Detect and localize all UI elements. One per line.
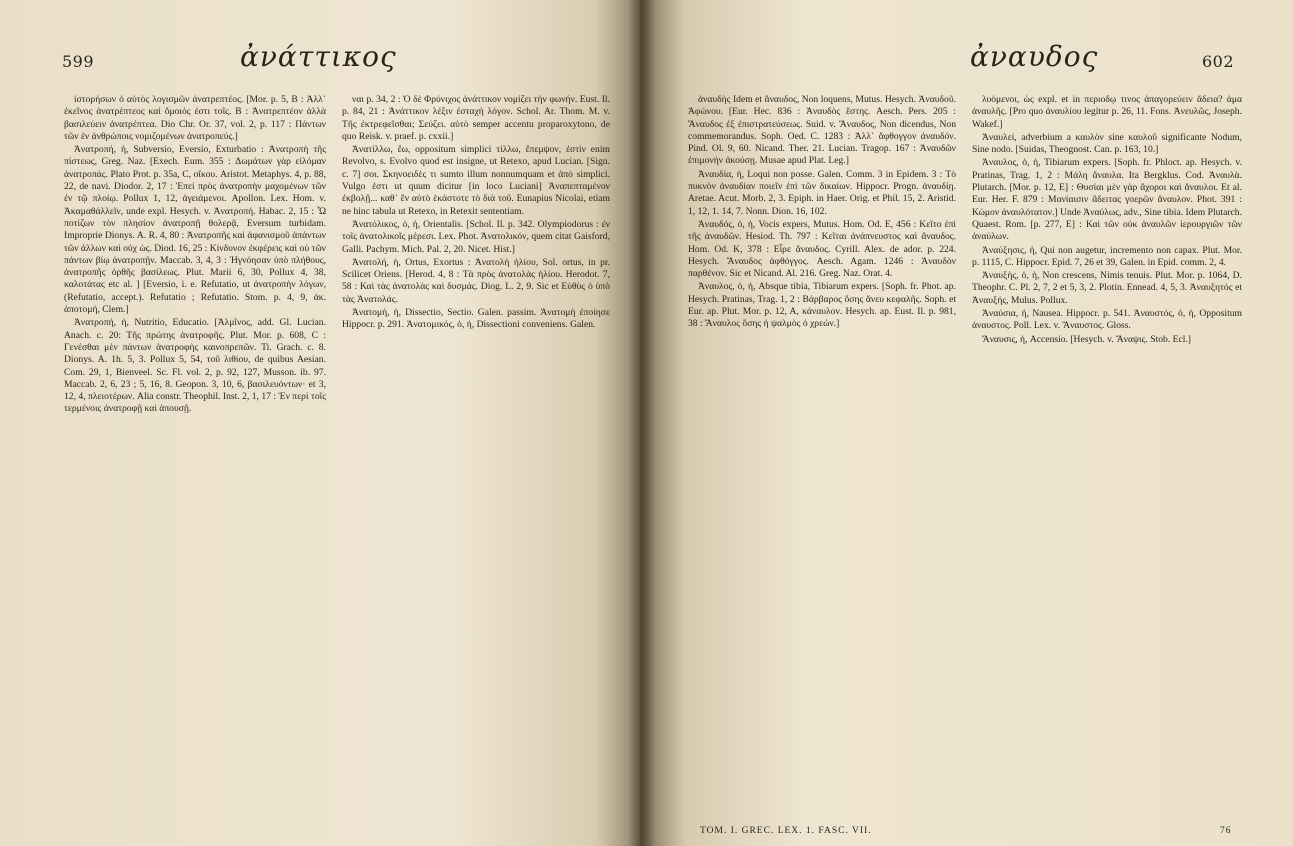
right-page-number: 602 <box>1202 52 1235 71</box>
left-column-1 <box>64 94 326 834</box>
entry-paragraph: ἀναυδὴς Idem et ἄναυδος, Non loquens, Mutus. Hesych. Ἀναυδοῦ. Ἀφώνου. [Eur. Hec. 836 : Ἀναυδὸς ἔστης. Aesch. Pers. 205 : Ἄναυδος ἐξ ἐπιστρατεύσεως. Suid. v. Ἄναυδος, Non dicendus, Non commemorandus. Soph. Oed. C. 1283 : Ἀλλ᾽ ἄφθογγον ἀναυδόν. Pind. Ol. 9, 60. Nicand. Ther. 21. Lucian. Tragop. 167 : Ἀναυδῶν ἐπιμονὴν ἀκούσῃ. Musae apud Plat. Leg.] <box>688 94 956 167</box>
right-headword: ἀναυδος <box>970 40 1099 73</box>
right-page-header <box>640 38 1293 78</box>
entry-paragraph: Ἀναυδός, ὁ, ἡ, Vocis expers, Mutus. Hom. Od. E, 456 : Κεῖτο ἐπὶ τῆς ἀναυδῶν. Hesiod. Th. 797 : Κεῖται ἀνάπνευστος καὶ ἄναυδος. Hom. Od. K, 378 : Εἶρε ἄναυδος. Cyrill. Alex. de ador. p. 224. Hesych. Ἄναυδος ἀφθόγγος. Aesch. Agam. 1246 : Ἀναυδὸν παρθένον. Sic et Nicand. Al. 216. Greg. Naz. Orat. 4. <box>688 218 956 280</box>
entry-paragraph: ναι p. 34, 2 : Ὁ δὲ Φρύνιχος ἀνάττικον νομίζει τὴν φωνήν. Eust. Il. p. 84, 21 : Ἀνάττικον λέξιν ἐσταχὴ λόγον. Schol. Ar. Thom. M. v. Τῆς ἐκτρεφεῖσθαι; Σεύζει. αὐτὸ semper accentu proparoxytono, de quo Reisk. v. praef. p. cxxii.] <box>342 94 610 142</box>
entry-paragraph: Ἀνατίλλω, ἔω, oppositum simplici τίλλω, ἔπεμψον, ἐστὶν enim Revolvo, s. Evolvo quod est insigne, ut Retexo, apud Lucian. [Sign. c. 7] σοι. Σκηνοειδὲς τι sumto illum nonnumquam et ἀπὸ simplici. Vulgo ἐστι ut quum dicitur [in loco Luciani] Ἀναπεπταμένον ἐκβολῇ... καθ᾽ ἓν αὐτὸ ἑκάστοτε τὸ διὰ τοῦ. Eunapius Nicolai, etiam ne hinc tabula ut Retexo, in Retexit sententiam. <box>342 144 610 217</box>
entry-paragraph: Ἀνατομή, ἡ, Dissectio, Sectio. Galen. passim. Ἀνατομὴ ἐποίησε Hippocr. p. 291. Ἀνατομικός, ὁ, ἡ, Dissectioni conveniens. Galen. <box>342 307 610 331</box>
right-page <box>640 0 1293 846</box>
entry-paragraph: Ἀναυδία, ἡ, Loqui non posse. Galen. Comm. 3 in Epidem. 3 : Τὸ πυκνὸν ἀναυδίαν ποιεῖν ἐπὶ τῶν δικαίων. Hippocr. Progn. ἀναυδίῃ. Aretae. Acut. Morb. 2, 3. Epiph. in Haer. Orig. et Phil. 15, 2. Aristid. 1, 12, 1. 14, 7. Nonn. Dion. 16, 102. <box>688 168 956 217</box>
entry-paragraph: Ἀνατόλικος, ὁ, ἡ, Orientalis. [Schol. Il. p. 342. Olympiodorus : ἐν τοῖς ἀνατολικοῖς μέρεσι. Lex. Phot. Ἀνατολικόν, quem citat Gaisford, Galli. Pachym. Mich. Pal. 2, 20. Nicet. Hist.] <box>342 218 610 255</box>
entry-paragraph: Ἄναυσις, ἡ, Accensio. [Hesych. v. Ἄναψις. Stob. Ecl.] <box>982 333 1191 345</box>
right-column-1 <box>688 94 956 834</box>
entry-paragraph: ἰστορήσων ὁ αὐτὸς λογισμῶν ἀνατρεπτέος. [Μοr. p. 5, B : Ἀλλ᾽ ἐκεῖνος ἀνατρέπτεος καὶ ὅμοιός ἐστι τοῖς. B : Ἀνατρεπτέον ἀλλὰ βασιλεύειν ἀνατρέπτεα. Dio Chr. Or. 37, vol. 2, p. 117 : Πάντων τῶν ἐν ἀνθρώποις νομιζομένων ἀνατροπεύς.] <box>64 94 326 142</box>
entry-paragraph: Ἀνατροπή, ἡ, Nutritio, Educatio. [Ἀλμῖνος, add. Gl. Lucian. Anach. c. 20: Τῆς πρώτης ἀνατροφῆς. Plut. Mor. p. 608, C : Γενέσθαι μὲν πάντων ἀνατροφὴς καινοπρεπῶν. Ti. Grach. c. 8. Dionys. A. 1h. 5, 3. Pollux 5, 54, τοῦ λιθίου, de quibus Aesian. Com. 29, 1, Bienveel. Sc. Fl. vol. 2, p. 92, 127, Musson. ib. 97. Maccab. 2, 6, 23 ; 5, 16, 8. Geopon. 3, 10, 6, βασιλευόντων· et 3, 12, 4, πλειοτέρων. Alia constr. Theophil. Inst. 2, 1, 17 : Ἐν περὶ τοῖς τερμένοις ἀνατροφῇ καὶ ἀπουσῇ. <box>64 317 326 415</box>
left-page-number: 599 <box>62 52 95 71</box>
entry-paragraph: Ἀναύξησις, ἡ, Qui non augetur, incremento non capax. Plut. Mor. p. 1115, C. Hippocr. Epid. 7, 26 et 39, Galen. in Epid. comm. 2, 4. <box>972 244 1242 268</box>
signature-mark: 76 <box>1220 826 1232 836</box>
signature-footer: TOM. I. GREC. LEX. 1. FASC. VII. <box>700 826 872 836</box>
right-column-2 <box>972 94 1242 834</box>
left-column-2 <box>342 94 610 834</box>
entry-paragraph: Ἀναυλος, ὁ, ἡ, Absque tibia, Tibiarum expers. [Soph. fr. Phot. ap. Hesych. Pratinas, Trag. 1, 2 : Βάρβαρος ὅσης ἄνευ κεφαλῆς. Soph. et Eur. ap. Plut. Mor. p. 12, A, κάναυλον. Hesych. ap. Eust. Il. p. 981, 38 : Ἄναυλος ὅσης ἡ ψαλμὸς ὁ χρεών.] <box>688 281 956 330</box>
entry-paragraph: Ἀναύσια, ἡ, Nausea. Hippocr. p. 541. Ἀναυστός, ὁ, ἡ, Oppositum ἀναυστος. Poll. Lex. v. Ἄναυστος. Gloss. <box>972 308 1242 332</box>
entry-paragraph: Ἀνατροπή, ἡ, Subversio, Eversio, Exturbatio : Ἀνατροπὴ τῆς πίστεως, Greg. Naz. [Exech. Eum. 355 : Δωμάτων γὰρ εἱλόμαν ἀνατροπάς. Plato Prot. p. 35a, C, οἴκου. Aristot. Metaphys. 4, p. 88, 22, de navi. Diodor. 2, 17 : Ἐπεὶ πρὸς ἀνατροπὴν μαχομένων τῶν ἐν τῷ πλοίῳ. Pollux 1, 12, ἀγειάμενοι. Apollon. Lex. Hom. v. Ἀκαμαθάλλεῖν, unde expl. Hesych. v. Ἀνατροπή. Habac. 2, 15 : Ὦ ποτίζων τὸν πλησίον ἀνατροπῇ θολερᾷ, Eversum turbidam. Improprie Dionys. A. R. 4, 80 : Ἀνατροπῆς καὶ ἀφανισμοῦ ἀπάντων τῶν ἀλλων καὶ οὐχ ὡς. Diod. 16, 25 : Κίνδυνον ἐκφέρεις καὶ οὐ τῶν πάντων βίῳ ἀνατροπῇν. Maccab. 3, 4, 3 : Ἠγνόησαν ὑπὸ πλήθους, ἀνατροπῆς ὀρθῆς βασίλεως. Plut. Marii 6, 30, Pollux 4, 38, καλοτάτας etc al. ] [Eversio, i. e. Refutatio, ut ἀνατροπὴν λόγων, (Refutatio, accept.). Refutatio ; Refutatio. Stom. p. 4, 9, ἀκ. ἀποτομή, Clem.] <box>64 144 326 316</box>
left-page <box>0 0 640 846</box>
entry-paragraph: Ἀναυλος, ὁ, ἡ, Tibiarum expers. [Soph. fr. Phloct. ap. Hesych. v. Pratinas, Trag. 1, 2 : Μάλη ἄναυλα. Ita Bergklus. Cod. Ἀναυλὰ. Plutarch. [Mor. p. 12, E] : Θυσίαι μὲν γὰρ ἄχοροι καὶ ἄναυλοι. Et al. Eur. Her. F. 879 : Μανίαισιν ἄδειτας γοερῶν ἄναυλον. Phot. 391 : Κώμον ἀναυλότατον.] Unde Ἀναύλως, adv., Sine tibia. Idem Plutarch. Quaest. Rom. [p. 277, E] : Καὶ τῶν οὐκ ἀναυλῶν ἱερουργιῶν τῶν ἀναύλων. <box>972 157 1242 243</box>
entry-paragraph: Ἀναυλεί, adverbium a καυλὸν sine καυλοῦ significante Nodum, Sine nodo. [Suidas, Theognost. Can. p. 163, 10.] <box>972 131 1242 156</box>
entry-paragraph: Ἀνατολή, ἡ, Ortus, Exortus : Ἀνατολὴ ἡλίου, Sol. ortus, in pr. Scilicet Oriens. [Herod. 4, 8 : Τὰ πρὸς ἀνατολὰς ἡλίου. Herodot. 7, 58 : Καὶ τὰς ἀνατολὰς καὶ δυσμάς. Diog. L. 2, 9. Sic et Εὐθὺς ὁ ὑπὸ τὰς Ἀνατολάς. <box>342 256 610 305</box>
entry-paragraph: λυόμενοι, ὡς expl. et in περιοδῳ τινος ἀπαγορεύειν ἄδεια? ἁμα ἀναυλῆς. [Pro quo ἀναυλίου legitur p. 26, 11. Fons. Ἀνευλῶς, Joseph. Wakef.] <box>972 94 1242 130</box>
left-headword: ἀνάττικος <box>240 40 397 73</box>
entry-paragraph: Ἀναυξὴς, ὁ, ἡ, Non crescens, Nimis tenuis. Plut. Mor. p. 1064, D. Theophr. C. Pl. 2, 7, 2 et 5, 3, 2. Plotin. Ennead. 4, 5, 3. Ἀναυξητός et Ἀναυξής, Mulus. Pollux. <box>972 270 1242 306</box>
left-page-header <box>0 38 640 78</box>
